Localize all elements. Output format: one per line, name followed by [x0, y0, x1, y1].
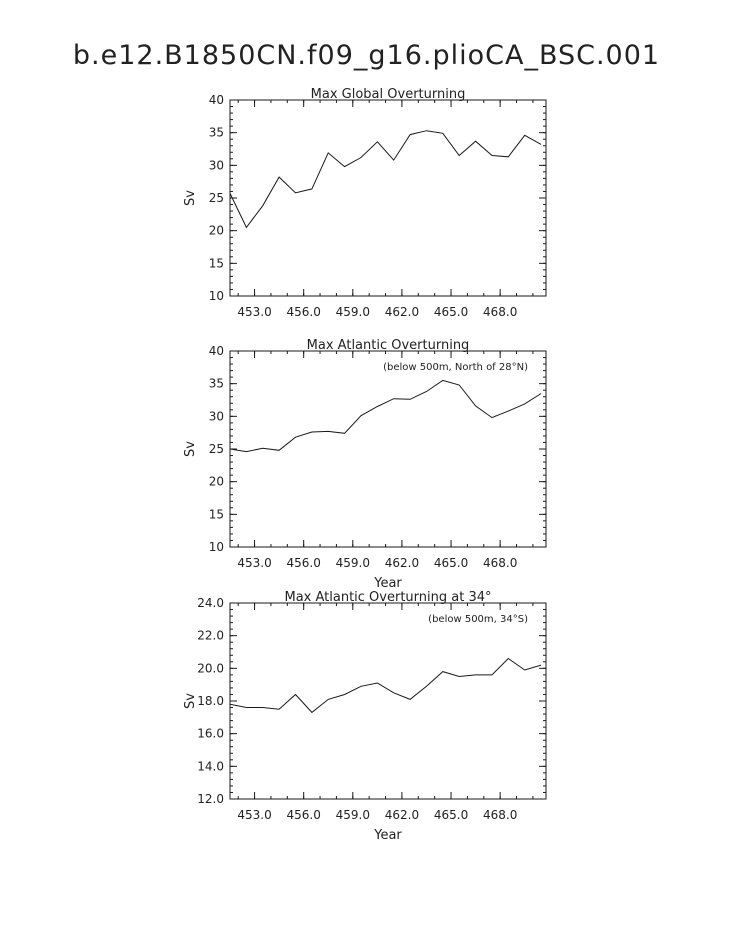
plot-frame — [230, 603, 546, 799]
y-tick-label: 24.0 — [197, 596, 224, 610]
x-tick-label: 459.0 — [335, 305, 370, 319]
x-tick-label: 465.0 — [433, 556, 469, 570]
series-line-1 — [230, 659, 541, 713]
x-tick-label: 468.0 — [482, 808, 518, 822]
x-tick-label: 453.0 — [237, 305, 272, 319]
x-tick-label: 459.0 — [335, 556, 370, 570]
chart-panel-2 — [183, 338, 546, 591]
chart-annotation: (below 500m, 34°S) — [428, 614, 528, 625]
y-tick-label: 25 — [208, 442, 224, 456]
y-axis-label: Sv — [183, 693, 198, 709]
y-tick-label: 15 — [208, 256, 224, 271]
y-tick-label: 18.0 — [197, 694, 224, 708]
x-tick-label: 456.0 — [286, 556, 321, 570]
y-axis-label: Sv — [183, 441, 198, 457]
y-tick-label: 15 — [208, 507, 224, 522]
y-tick-label: 40 — [208, 344, 224, 358]
chart-annotation: (below 500m, North of 28°N) — [383, 362, 528, 373]
y-tick-label: 40 — [208, 93, 224, 107]
chart-panel-1 — [183, 87, 546, 319]
plot-frame — [230, 100, 546, 296]
x-axis-label: Year — [374, 828, 402, 843]
x-tick-label: 462.0 — [384, 305, 420, 319]
y-tick-label: 30 — [208, 158, 224, 173]
y-axis-label: Sv — [183, 190, 198, 206]
y-tick-label: 35 — [208, 125, 224, 140]
x-tick-label: 465.0 — [433, 808, 469, 822]
y-tick-label: 16.0 — [197, 726, 224, 741]
y-tick-label: 20.0 — [197, 661, 224, 676]
series-line-1 — [230, 380, 541, 451]
x-tick-label: 462.0 — [384, 556, 420, 570]
x-axis-label: Year — [374, 576, 402, 591]
chart-title: Max Global Overturning — [310, 87, 466, 102]
x-tick-label: 468.0 — [482, 556, 518, 570]
chart-title: Max Atlantic Overturning at 34° — [284, 590, 492, 605]
x-tick-label: 456.0 — [286, 808, 321, 822]
x-tick-label: 453.0 — [237, 808, 272, 822]
y-tick-label: 35 — [208, 376, 224, 391]
y-tick-label: 14.0 — [197, 759, 224, 774]
y-tick-label: 30 — [208, 409, 224, 424]
y-tick-label: 20 — [208, 474, 224, 489]
y-tick-label: 12.0 — [197, 792, 224, 806]
y-tick-label: 10 — [208, 540, 224, 554]
page-title: b.e12.B1850CN.f09_g16.plioCA_BSC.001 — [72, 40, 661, 71]
chart-panel-3 — [183, 590, 546, 843]
y-tick-label: 22.0 — [197, 628, 224, 643]
series-line-1 — [230, 131, 541, 228]
plot-frame — [230, 351, 546, 547]
chart-title: Max Atlantic Overturning — [306, 338, 470, 353]
x-tick-label: 453.0 — [237, 556, 272, 570]
x-tick-label: 465.0 — [433, 305, 469, 319]
y-tick-label: 20 — [208, 223, 224, 238]
y-tick-label: 10 — [208, 289, 224, 303]
x-tick-label: 468.0 — [482, 305, 518, 319]
x-tick-label: 462.0 — [384, 808, 420, 822]
x-tick-label: 459.0 — [335, 808, 370, 822]
x-tick-label: 456.0 — [286, 305, 321, 319]
y-tick-label: 25 — [208, 191, 224, 205]
